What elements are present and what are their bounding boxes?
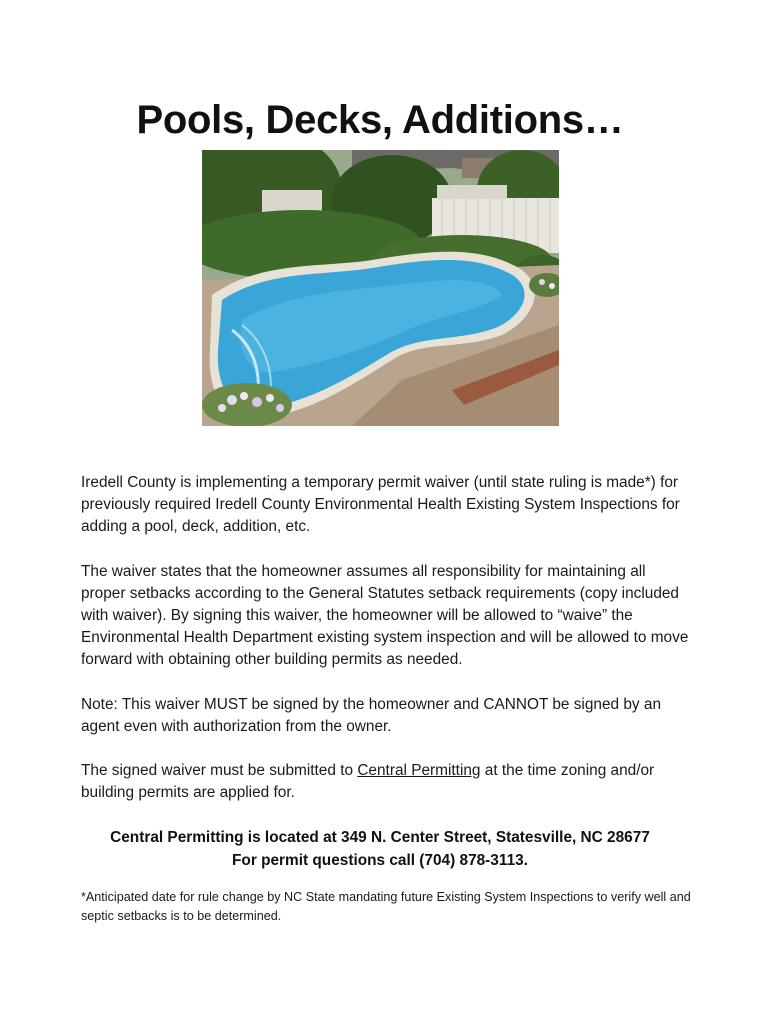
page-title: Pools, Decks, Additions… [136,98,624,142]
submission-paragraph [81,760,691,804]
phone-line: For permit questions call (704) 878-3113. [232,852,528,869]
central-permitting-link[interactable]: Central Permitting [357,762,481,779]
submission-text-after: at the time zoning and/or building permits are applied for. [81,762,655,801]
signature-note-paragraph: Note: This waiver MUST be signed by the homeowner and CANNOT be signed by an agent even with authorization from the owner. [81,696,662,735]
pool-photo-illustration [202,150,559,426]
contact-block [40,826,720,872]
footnote: *Anticipated date for rule change by NC State mandating future Existing System Inspections to verify well and septic setbacks is to be determined. [81,890,691,923]
waiver-explanation-paragraph: The waiver states that the homeowner assumes all responsibility for maintaining all proper setbacks according to the General Statutes setback requirements (copy included with waiver). By signing this waiver, the homeowner will be allowed to “waive” the Environmental Health Department existing system inspection and will be allowed to move forward with obtaining other building permits as needed. [81,563,689,668]
pool-photo [202,150,559,426]
intro-paragraph: Iredell County is implementing a temporary permit waiver (until state ruling is made*) for previously required Iredell County Environmental Health Existing System Inspections for adding a pool, deck, addition, etc. [81,474,680,535]
location-line: Central Permitting is located at 349 N. Center Street, Statesville, NC 28677 [110,829,650,846]
submission-text-before: The signed waiver must be submitted to [81,762,358,779]
